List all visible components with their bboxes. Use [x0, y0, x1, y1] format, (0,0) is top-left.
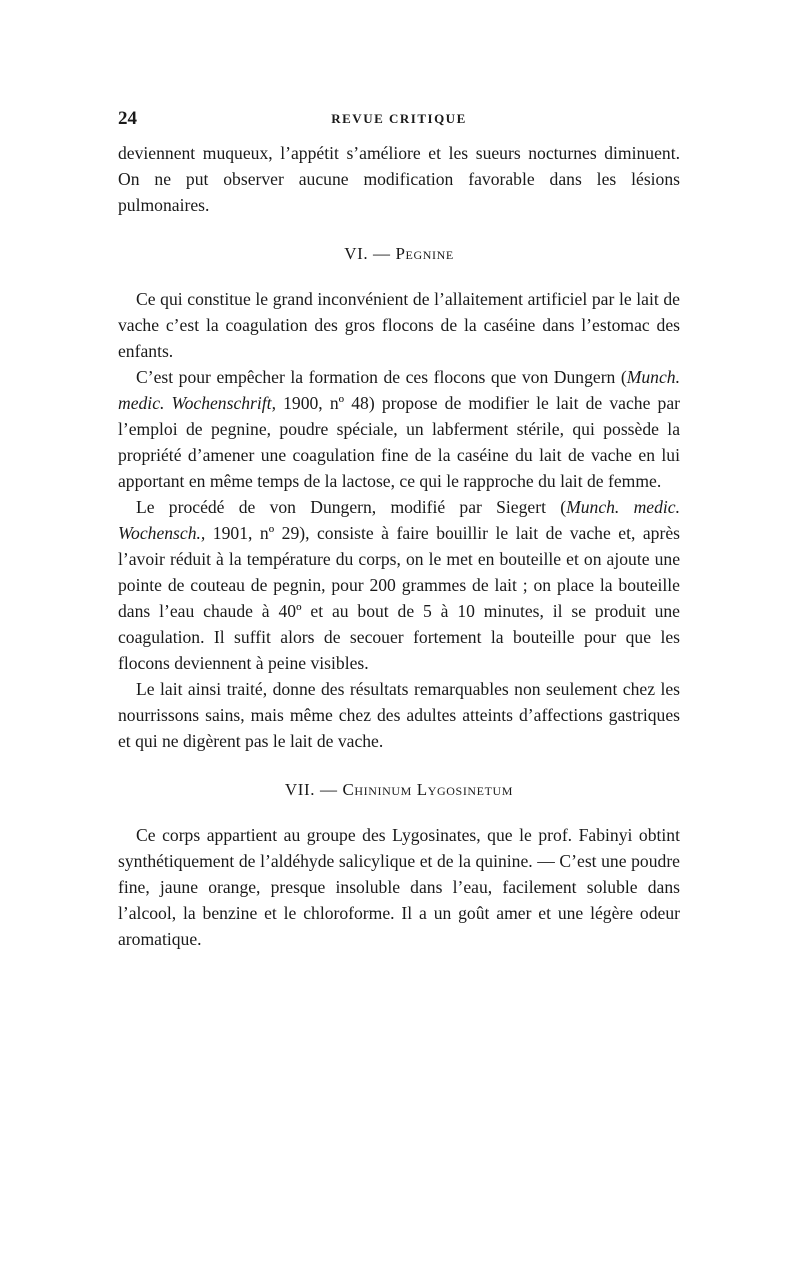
running-head: [118, 108, 680, 136]
paragraph-text: 1900, nº 48) propose de modifier le lait de vache par l’emploi de pegnine, poudre spéciale, un labferment stérile, qui possède la propriété d’amener une coagulation fine de la caséine du lait de vache en lui apportant en même temps de la lactose, ce qui le rapproche du lait de femme.: [118, 393, 680, 491]
paragraph: Le lait ainsi traité, donne des résultats remarquables non seulement chez les nourrissons sains, mais même chez des adultes atteints d’affections gastriques et qui ne digèrent pas le lait de vache.: [118, 679, 680, 751]
running-title: REVUE CRITIQUE: [331, 111, 467, 126]
section-heading-vi: [118, 244, 680, 264]
paragraph-text: Le procédé de von Dungern, modifié par Siegert (: [136, 497, 567, 517]
paragraph: Ce corps appartient au groupe des Lygosinates, que le prof. Fabinyi obtint synthétiquement de l’aldéhyde salicylique et de la quinine. — C’est une poudre fine, jaune orange, presque insoluble dans l’eau, facilement soluble dans l’alcool, la benzine et le chloroforme. Il a un goût amer et une légère odeur aromatique.: [118, 825, 680, 949]
section-title: Pegnine: [395, 244, 454, 263]
paragraph: Ce qui constitue le grand inconvénient de l’allaitement artificiel par le lait de vache c’est la coagulation des gros flocons de la caséine dans l’estomac des enfants.: [118, 289, 680, 361]
section-number: VI. —: [344, 244, 391, 263]
section-heading-vii: [118, 780, 680, 800]
section-number: VII. —: [284, 780, 338, 799]
citation: Munch. medic. Wochensch.,: [118, 497, 680, 543]
paragraph: [118, 364, 680, 494]
paragraph-text: 1901, nº 29), consiste à faire bouillir le lait de vache et, après l’avoir réduit à la température du corps, on le met en bouteille et on ajoute une pointe de couteau de pegnin, pour 200 grammes de lait ; on place la bouteille dans l’eau chaude à 40º et au bout de 5 à 10 minutes, il se produit une coagulation. Il suffit alors de secouer fortement la bouteille pour que les flocons deviennent à peine visibles.: [118, 523, 680, 673]
paragraph: [118, 494, 680, 676]
page-number: 24: [118, 108, 137, 129]
citation: Munch. medic. Wochenschrift,: [118, 367, 680, 413]
paragraph-text: C’est pour empêcher la formation de ces flocons que von Dungern (: [136, 367, 627, 387]
paragraph-continuation: deviennent muqueux, l’appétit s’améliore et les sueurs nocturnes diminuent. On ne put observer aucune modification favorable dans les lésions pulmonaires.: [118, 143, 680, 215]
section-title: Chininum Lygosinetum: [342, 780, 514, 799]
page: [118, 108, 680, 952]
